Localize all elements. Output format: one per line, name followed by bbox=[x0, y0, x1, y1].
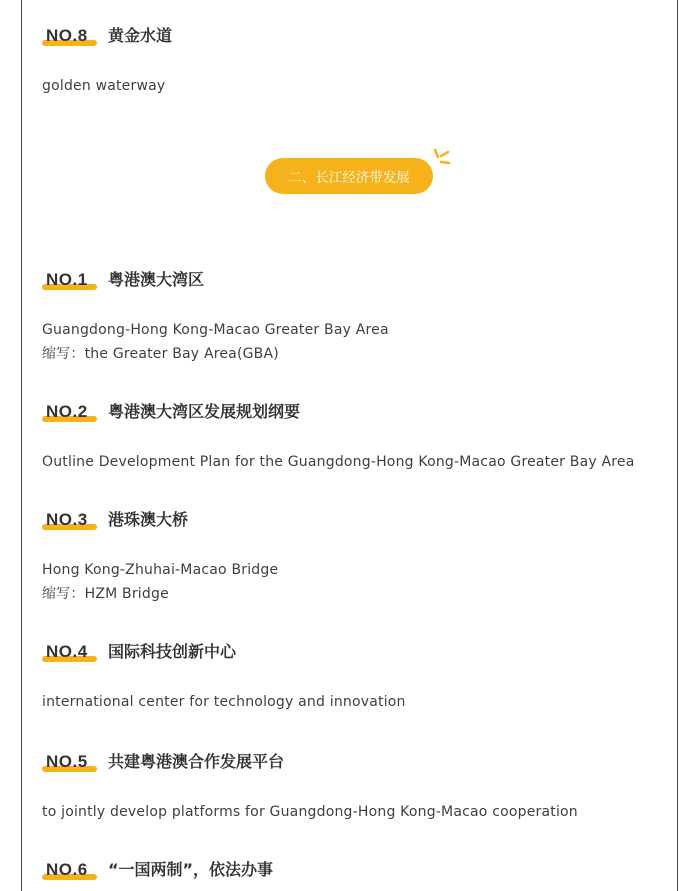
entry-heading bbox=[42, 857, 273, 883]
number-badge bbox=[42, 639, 98, 665]
entry-title-cn: “一国两制”，依法办事 bbox=[108, 860, 274, 879]
entry-number: NO.8 bbox=[46, 26, 88, 45]
entry-heading bbox=[42, 23, 172, 49]
number-badge bbox=[42, 857, 98, 883]
entry-number: NO.1 bbox=[46, 270, 88, 289]
entry-number: NO.6 bbox=[46, 860, 88, 879]
sparkle-icon bbox=[429, 146, 453, 170]
entry-title-cn: 共建粤港澳合作发展平台 bbox=[108, 752, 285, 771]
entry-translation: Hong Kong-Zhuhai-Macao Bridge bbox=[42, 562, 279, 578]
number-badge bbox=[42, 23, 98, 49]
entry-translation: to jointly develop platforms for Guangdong-Hong Kong-Macao cooperation bbox=[42, 804, 578, 820]
entry-translation: Outline Development Plan for the Guangdong-Hong Kong-Macao Greater Bay Area bbox=[42, 454, 635, 470]
entry-heading bbox=[42, 749, 284, 775]
entry-abbreviation: 缩写：HZM Bridge bbox=[42, 586, 169, 602]
entry-title-cn: 粤港澳大湾区发展规划纲要 bbox=[108, 402, 301, 421]
number-badge bbox=[42, 267, 98, 293]
entry-heading bbox=[42, 399, 300, 425]
entry-number: NO.2 bbox=[46, 402, 88, 421]
entry-title-cn: 粤港澳大湾区 bbox=[108, 270, 205, 289]
entry-translation: international center for technology and innovation bbox=[42, 694, 406, 710]
number-badge bbox=[42, 507, 98, 533]
entry-title-cn: 黄金水道 bbox=[108, 26, 173, 45]
section-divider-pill bbox=[265, 158, 433, 194]
entry-abbreviation: 缩写：the Greater Bay Area(GBA) bbox=[42, 346, 279, 362]
section-divider-label: 二、长江经济带发展 bbox=[288, 170, 410, 186]
number-badge bbox=[42, 399, 98, 425]
entry-heading bbox=[42, 639, 236, 665]
entry-title-cn: 国际科技创新中心 bbox=[108, 642, 237, 661]
entry-heading bbox=[42, 507, 188, 533]
entry-translation: Guangdong-Hong Kong-Macao Greater Bay Area bbox=[42, 322, 389, 338]
entry-number: NO.4 bbox=[46, 642, 88, 661]
entry-translation: golden waterway bbox=[42, 78, 166, 94]
entry-number: NO.5 bbox=[46, 752, 88, 771]
entry-heading bbox=[42, 267, 204, 293]
entry-number: NO.3 bbox=[46, 510, 88, 529]
number-badge bbox=[42, 749, 98, 775]
entry-title-cn: 港珠澳大桥 bbox=[108, 510, 189, 529]
